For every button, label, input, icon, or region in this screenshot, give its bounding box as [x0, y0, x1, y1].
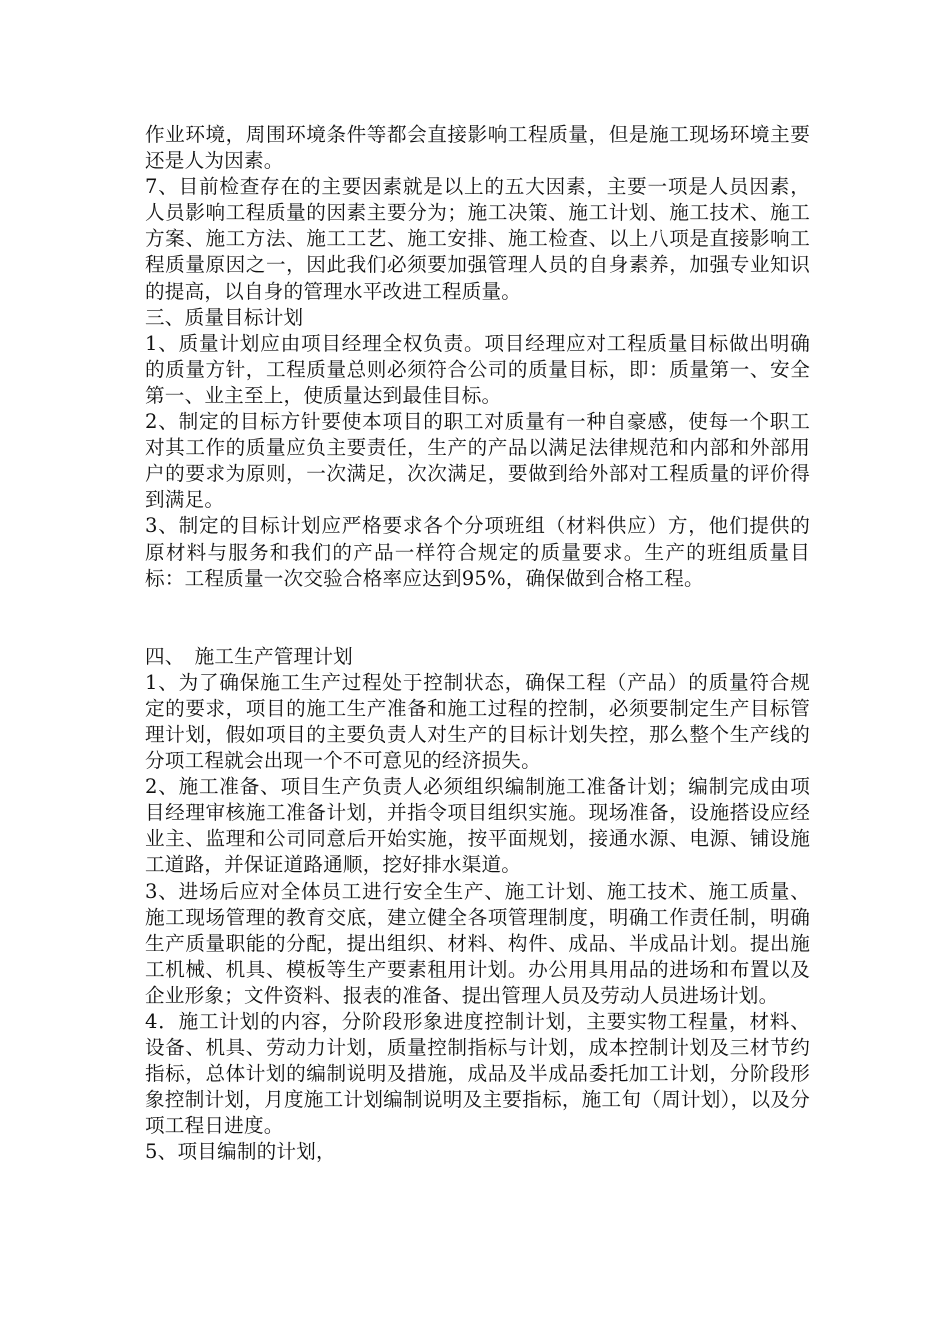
section-heading-quality-target-plan: 三、质量目标计划: [145, 305, 304, 329]
paragraph-production-item-1: 1、为了确保施工生产过程处于控制状态，确保工程（产品）的质量符合规定的要求，项目的施工生产准备和施工过程的控制，必须要制定生产目标管理计划，假如项目的主要负责人对生产的目标计划失控，那么整个生产线的分项工程就会出现一个不可意见的经济损失。: [145, 670, 810, 773]
paragraph-production-item-3: 3、进场后应对全体员工进行安全生产、施工计划、施工技术、施工质量、施工现场管理的教育交底，建立健全各项管理制度，明确工作责任制，明确生产质量职能的分配，提出组织、材料、构件、成品、半成品计划。提出施工机械、机具、模板等生产要素租用计划。办公用具用品的进场和布置以及企业形象；文件资料、报表的准备、提出管理人员及劳动人员进场计划。: [145, 879, 810, 1007]
paragraph-production-item-5: 5、项目编制的计划，: [145, 1140, 336, 1164]
paragraph-production-item-4: 4．施工计划的内容，分阶段形象进度控制计划，主要实物工程量，材料、设备、机具、劳动力计划，质量控制指标与计划，成本控制计划及三材节约指标，总体计划的编制说明及措施，成品及半成品委托加工计划，分阶段形象控制计划，月度施工计划编制说明及主要指标，施工旬（周计划），以及分项工程日进度。: [145, 1010, 810, 1138]
paragraph-quality-item-3: 3、制定的目标计划应严格要求各个分项班组（材料供应）方，他们提供的原材料与服务和我们的产品一样符合规定的质量要求。生产的班组质量目标：工程质量一次交验合格率应达到95%，确保做到合格工程。: [145, 514, 810, 590]
paragraph-work-environment: 作业环境，周围环境条件等都会直接影响工程质量，但是施工现场环境主要还是人为因素。: [145, 123, 810, 173]
paragraph-quality-item-2: 2、制定的目标方针要使本项目的职工对质量有一种自豪感，使每一个职工对其工作的质量应负主要责任，生产的产品以满足法律规范和内部和外部用户的要求为原则，一次满足，次次满足，要做到给外部对工程质量的评价得到满足。: [145, 410, 810, 512]
paragraph-spacer: [145, 592, 810, 644]
paragraph-production-item-2: 2、施工准备、项目生产负责人必须组织编制施工准备计划；编制完成由项目经理审核施工准备计划，并指令项目组织实施。现场准备，设施搭设应经业主、监理和公司同意后开始实施，按平面规划，接通水源、电源、铺设施工道路，并保证道路通顺，挖好排水渠道。: [145, 775, 810, 877]
section-heading-production-management-plan: 四、 施工生产管理计划: [145, 644, 353, 668]
document-body: [145, 122, 810, 1166]
paragraph-item-7-main-factors: 7、目前检查存在的主要因素就是以上的五大因素，主要一项是人员因素，人员影响工程质量的因素主要分为；施工决策、施工计划、施工技术、施工方案、施工方法、施工工艺、施工安排、施工检查、以上八项是直接影响工程质量原因之一，因此我们必须要加强管理人员的自身素养，加强专业知识的提高，以自身的管理水平改进工程质量。: [145, 175, 810, 303]
paragraph-quality-item-1: 1、质量计划应由项目经理全权负责。项目经理应对工程质量目标做出明确的质量方针，工程质量总则必须符合公司的质量目标，即：质量第一、安全第一、业主至上，使质量达到最佳目标。: [145, 331, 810, 407]
